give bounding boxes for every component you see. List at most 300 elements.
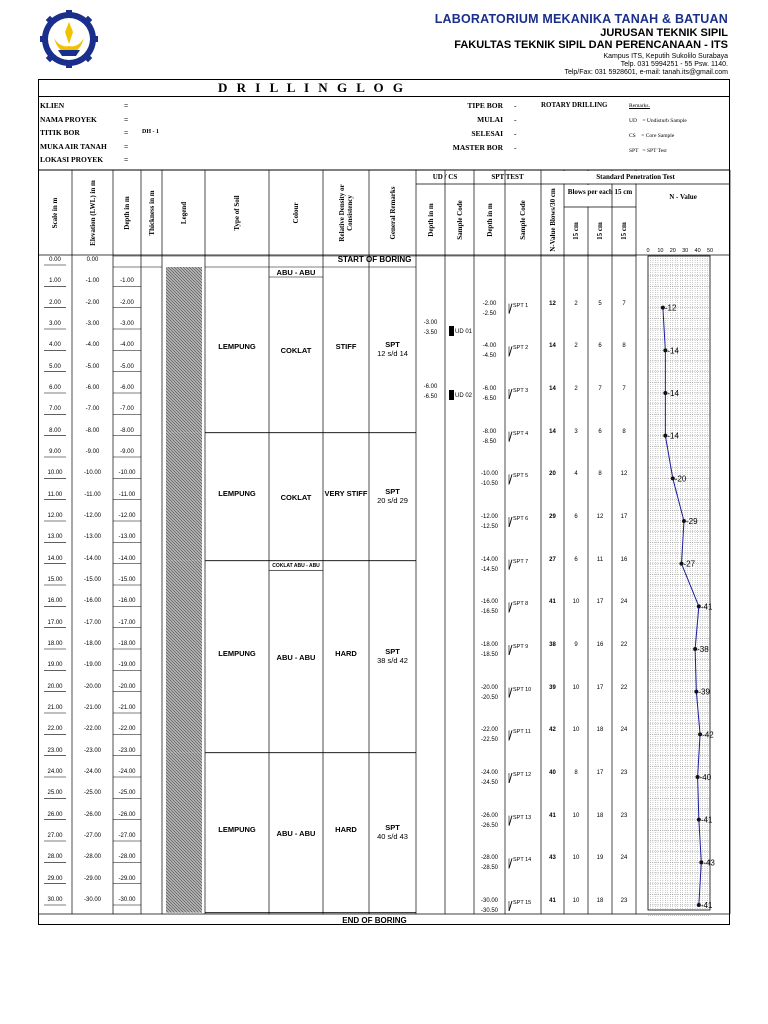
legend-hatch [166,753,202,913]
scale-value: 4.00 [49,342,61,349]
spt-blows-3: 22 [620,642,628,648]
spt-blows-1: 6 [574,514,578,520]
phone: Telp. 031 5994251 - 55 Psw. 1140. [620,61,728,68]
info-dash: - [514,101,517,110]
spt-n-value: 41 [549,898,556,904]
spt-blows-2: 18 [596,812,604,819]
remarks-item: UD = Undisturb Sample [629,118,687,124]
spt-blows-3: 7 [622,300,626,307]
log-title: D R I L L I N G L O G [218,80,406,95]
scale-value: 10.00 [47,470,63,477]
legend-hatch [166,267,202,433]
header-15cm-2: 15 cm [596,222,604,240]
depth-value: -5.00 [120,363,134,370]
ud-sample-marker [449,326,454,336]
spt-blows-2: 17 [596,770,604,776]
spt-blows-3: 8 [622,343,626,350]
scale-value: 6.00 [49,385,61,391]
spt-blows-2: 6 [598,428,602,435]
spt-blows-2: 16 [596,642,604,648]
ud-depth-top: -3.00 [423,320,438,326]
header-n-value-chart: N - Value [669,193,697,201]
spt-n-value: 14 [549,386,556,392]
spt-depth-bottom: -22.50 [480,737,498,744]
general-remarks: SPT [385,339,400,349]
info-label: MULAI [477,115,503,124]
header-ud-depth: Depth in m [426,202,435,237]
remarks-title: Remarks. [629,103,650,109]
scale-value: 22.00 [47,726,63,733]
faculty: FAKULTAS TEKNIK SIPIL DAN PERENCANAAN - ITS [454,39,728,51]
spt-blows-3: 24 [620,855,628,862]
spt-blows-3: 24 [620,599,628,606]
spt-depth-top: -16.00 [480,599,498,606]
spt-sample-code: SPT 9 [513,644,529,650]
n-value-label: -42 [702,730,714,740]
spt-blows-1: 4 [574,471,578,478]
info-value: ROTARY DRILLING [541,101,608,109]
general-remarks-range: 12 s/d 14 [377,348,408,358]
remarks-item: SPT = SPT Test [629,148,667,154]
depth-value: -23.00 [118,747,136,754]
elevation-value: -30.00 [83,897,101,903]
elevation-value: -24.00 [83,769,101,775]
spt-sample-code: SPT 3 [513,388,529,394]
elevation-value: -16.00 [83,598,101,605]
info-label: TITIK BOR [40,128,80,137]
elevation-value: -22.00 [83,726,101,733]
elevation-value: -10.00 [83,470,101,477]
info-label: KLIEN [40,101,65,110]
spt-sample-code: SPT 2 [513,345,529,352]
spt-n-value: 14 [549,428,556,435]
elevation-value: -11.00 [84,491,101,498]
start-of-boring: START OF BORING [337,255,412,264]
elevation-value: -29.00 [83,875,101,882]
spt-blows-2: 17 [596,684,604,691]
depth-value: -3.00 [120,321,134,327]
spt-depth-bottom: -4.50 [482,353,497,360]
scale-value: 30.00 [47,897,63,903]
scale-value: 25.00 [47,790,63,797]
n-value-label: -39 [698,687,710,697]
ud-depth-bottom: -6.50 [423,394,438,400]
spt-blows-3: 12 [620,471,628,478]
elevation-value: -9.00 [85,449,100,455]
header-15cm-1: 15 cm [572,222,580,240]
depth-value: -21.00 [118,705,136,711]
spt-depth-top: -4.00 [482,343,497,350]
depth-value: -6.00 [120,385,134,391]
soil-colour: COKLAT [280,345,312,355]
spt-blows-2: 19 [596,855,604,862]
info-equals: = [124,114,129,124]
header-soil-type: Type of Soil [233,194,241,231]
spt-depth-bottom: -2.50 [482,310,497,317]
spt-depth-bottom: -28.50 [480,865,498,872]
scale-value: 26.00 [47,811,63,818]
elevation-value: 0.00 [86,257,99,263]
spt-blows-1: 10 [572,898,580,904]
spt-depth-bottom: -20.50 [480,694,498,701]
elevation-value: -19.00 [83,662,101,669]
spt-blows-3: 24 [620,727,628,734]
scale-value: 2.00 [49,299,61,306]
colour-note: COKLAT ABU - ABU [272,562,320,569]
n-axis-tick-label: 10 [657,248,664,254]
end-of-boring: END OF BORING [342,916,407,925]
scale-value: 15.00 [47,577,63,583]
elevation-value: -3.00 [85,321,100,327]
soil-consistency: HARD [335,824,357,834]
spt-blows-1: 10 [572,727,580,734]
elevation-value: -28.00 [83,854,101,861]
scale-value: 11.00 [47,491,63,498]
soil-colour: ABU - ABU [276,828,316,838]
spt-depth-bottom: -10.50 [480,481,498,488]
scale-value: 21.00 [47,705,63,711]
depth-value: -11.00 [118,491,136,498]
spt-blows-2: 5 [598,300,602,307]
spt-depth-top: -12.00 [480,514,498,520]
info-equals: = [124,141,129,151]
spt-blows-1: 3 [574,428,578,435]
spt-blows-1: 2 [574,300,578,307]
elevation-value: -20.00 [83,683,101,690]
scale-value: 12.00 [47,513,63,519]
info-label: LOKASI PROYEK [40,155,104,164]
n-value-label: -20 [674,474,687,484]
general-remarks-range: 40 s/d 43 [377,831,408,841]
scale-value: 24.00 [47,769,63,775]
header-colour: Colour [292,202,300,223]
spt-sample-code: SPT 8 [513,601,529,608]
depth-value: -25.00 [118,790,136,797]
spt-blows-1: 9 [574,642,578,648]
spt-blows-2: 17 [596,599,604,606]
spt-depth-bottom: -16.50 [480,609,498,616]
elevation-value: -1.00 [85,278,100,285]
soil-colour: ABU - ABU [276,652,316,662]
spt-n-value: 41 [549,812,556,819]
n-value-label: -40 [699,773,712,782]
soil-colour: COKLAT [280,492,312,502]
scale-value: 18.00 [47,641,63,647]
soil-type: LEMPUNG [218,341,256,351]
scale-value: 7.00 [49,406,61,413]
spt-n-value: 43 [549,855,556,862]
elevation-value: -14.00 [83,555,101,562]
soil-type: LEMPUNG [218,824,256,834]
header-n-value: N-Value Blows/30 cm [548,187,557,252]
spt-n-value: 12 [549,300,556,307]
spt-blows-3: 22 [620,684,628,691]
spt-depth-bottom: -14.50 [480,566,498,573]
spt-blows-1: 8 [574,770,578,776]
info-label: MASTER BOR [452,143,503,152]
ud-depth-bottom: -3.50 [423,330,438,336]
header-spt-test: SPT TEST [491,173,524,181]
header-legend: Legend [179,201,188,224]
depth-value: -1.00 [120,278,134,285]
n-axis-tick-label: 40 [694,248,701,254]
spt-depth-top: -26.00 [480,812,498,819]
spt-depth-top: -10.00 [480,471,498,478]
spt-blows-1: 10 [572,599,580,606]
depth-value: -26.00 [118,811,136,818]
spt-depth-bottom: -30.50 [480,908,498,914]
general-remarks-range: 20 s/d 29 [377,495,408,505]
header-depth: Depth in m [123,195,131,230]
n-value-label: -14 [667,431,679,441]
n-axis-tick-label: 30 [682,248,689,254]
spt-sample-code: SPT 10 [513,686,532,693]
n-axis-tick-label: 0 [646,248,650,254]
spt-sample-code: SPT 6 [513,516,529,522]
n-value-label: -41 [700,901,713,910]
depth-value: -14.00 [118,555,136,562]
info-equals: = [124,155,129,164]
spt-depth-top: -2.00 [482,300,497,307]
soil-type: LEMPUNG [218,488,256,498]
n-value-label: -27 [683,559,696,569]
depth-value: -10.00 [118,470,136,477]
legend-hatch [166,561,202,753]
spt-depth-bottom: -8.50 [482,438,497,445]
info-label: NAMA PROYEK [40,114,97,124]
spt-depth-bottom: -6.50 [482,396,497,402]
depth-value: -20.00 [118,683,136,690]
spt-depth-top: -20.00 [480,684,498,691]
spt-blows-3: 23 [620,812,628,819]
scale-value: 19.00 [47,662,63,669]
header-ud-code: Sample Code [455,199,464,240]
spt-blows-1: 6 [574,556,578,563]
elevation-value: -25.00 [83,790,101,797]
spt-depth-top: -28.00 [480,855,498,862]
info-dash: - [514,115,517,124]
ud-sample-marker [449,390,454,400]
scale-value: 27.00 [47,833,63,839]
header-thickness: Thickness in m [147,189,156,236]
header-scale: Scale in m [51,197,59,228]
spt-depth-top: -24.00 [480,770,498,776]
depth-value: -8.00 [120,427,134,434]
n-value-label: -12 [664,303,677,313]
spt-sample-code: SPT 14 [513,857,532,864]
elevation-value: -6.00 [85,385,100,391]
elevation-value: -23.00 [83,747,101,754]
elevation-value: -18.00 [83,641,101,647]
header-blows-per-15cm: Blows per each 15 cm [567,188,633,196]
header-spt-code: Sample Code [519,199,527,240]
depth-value: -12.00 [118,513,136,519]
spt-n-value: 14 [549,343,556,350]
spt-depth-top: -30.00 [480,898,498,904]
soil-type: LEMPUNG [218,648,256,658]
depth-value: -28.00 [118,854,136,861]
spt-depth-bottom: -18.50 [480,652,498,658]
depth-value: -27.00 [118,833,136,839]
spt-sample-code: SPT 4 [513,430,529,437]
elevation-value: -4.00 [85,342,100,349]
lab-name: LABORATORIUM MEKANIKA TANAH & BATUAN [434,12,728,26]
spt-sample-code: SPT 7 [513,558,529,565]
spt-blows-2: 18 [596,898,604,904]
scale-value: 5.00 [49,363,61,370]
scale-value: 28.00 [47,854,63,861]
spt-blows-2: 18 [596,727,604,734]
header-15cm-3: 15 cm [620,222,628,240]
n-value-label: -41 [700,602,713,612]
spt-depth-top: -18.00 [480,642,498,648]
elevation-value: -21.00 [83,705,101,711]
spt-blows-2: 7 [598,386,602,392]
elevation-value: -27.00 [83,833,101,839]
scale-value: 16.00 [47,598,63,605]
spt-sample-code: SPT 5 [513,473,529,480]
info-equals: = [124,101,129,110]
scale-value: 17.00 [47,619,63,626]
info-dash: - [514,143,517,152]
header-elevation: Elevation (LWL) in m [88,179,97,246]
n-value-label: -38 [697,645,709,654]
spt-blows-2: 11 [596,556,604,563]
header-standard-penetration-test: Standard Penetration Test [596,173,675,181]
scale-value: 1.00 [49,278,61,285]
spt-sample-code: SPT 12 [513,772,532,778]
info-label: TIPE BOR [467,101,503,110]
spt-blows-1: 10 [572,684,580,691]
elevation-value: -26.00 [83,811,101,818]
ud-sample-code: UD 01 [455,329,473,335]
depth-value: -19.00 [118,662,136,669]
depth-value: -16.00 [118,598,136,605]
depth-value: -4.00 [120,342,134,349]
n-value-label: -14 [667,346,679,356]
scale-value: 23.00 [47,747,63,754]
info-value: DH - 1 [142,129,159,135]
info-label: SELESAI [471,129,503,138]
elevation-value: -8.00 [85,427,100,434]
spt-depth-top: -14.00 [480,556,498,563]
spt-depth-top: -22.00 [480,727,498,734]
n-chart-box [648,256,710,910]
spt-blows-3: 7 [622,386,626,392]
general-remarks: SPT [385,486,400,496]
spt-n-value: 29 [549,514,556,520]
depth-value: -13.00 [118,534,136,541]
spt-blows-1: 10 [572,855,580,862]
spt-blows-2: 8 [598,471,602,478]
info-label: MUKA AIR TANAH [40,141,107,151]
n-axis-tick-label: 20 [669,248,676,254]
header-spt-depth: Depth in m [485,202,494,237]
elevation-value: -12.00 [83,513,101,519]
depth-value: -30.00 [118,897,136,903]
soil-consistency: VERY STIFF [324,488,368,498]
scale-value: 8.00 [49,427,61,434]
elevation-value: -17.00 [83,619,101,626]
scale-value: 9.00 [49,449,61,455]
spt-blows-2: 6 [598,343,602,350]
depth-value: -7.00 [120,406,134,413]
n-value-label: -14 [667,389,679,398]
spt-depth-bottom: -26.50 [480,822,498,829]
header-ud-cs: UD / CS [432,173,458,181]
spt-blows-3: 23 [620,770,628,776]
spt-blows-3: 23 [620,898,628,904]
spt-sample-code: SPT 15 [513,900,532,906]
scale-value: 13.00 [47,534,63,541]
soil-consistency: HARD [335,648,357,658]
scale-value: 29.00 [47,875,63,882]
spt-depth-bottom: -12.50 [480,524,498,530]
general-remarks: SPT [385,646,400,656]
depth-value: -9.00 [120,449,134,455]
scale-value: 3.00 [49,321,61,327]
spt-n-value: 40 [549,770,556,776]
depth-value: -15.00 [118,577,136,583]
legend-hatch [166,433,202,561]
header-general-remarks: General Remarks [388,185,397,240]
depth-value: -18.00 [118,641,136,647]
elevation-value: -13.00 [83,534,101,541]
scale-value: 0.00 [49,257,61,263]
spt-blows-3: 16 [620,556,628,563]
spt-blows-1: 10 [572,812,580,819]
department: JURUSAN TEKNIK SIPIL [600,27,728,39]
soil-consistency: STIFF [335,341,357,351]
spt-sample-code: SPT 11 [513,729,531,736]
spt-depth-bottom: -24.50 [480,780,498,786]
spt-blows-2: 12 [596,514,604,520]
spt-depth-top: -8.00 [482,428,497,435]
remarks-item: CS = Core Sample [629,133,675,139]
spt-blows-3: 17 [620,514,628,520]
ud-depth-top: -6.00 [423,384,438,390]
n-value-label: -43 [703,858,715,868]
n-value-label: -41 [700,815,713,825]
spt-n-value: 20 [549,471,556,478]
elevation-value: -15.00 [83,577,101,583]
spt-n-value: 42 [549,727,556,734]
spt-blows-3: 8 [622,428,626,435]
spt-blows-1: 2 [574,343,578,350]
n-value-label: -29 [685,517,698,526]
info-dash: - [514,129,517,138]
elevation-value: -2.00 [85,299,100,306]
address: Kampus ITS, Keputih Sukolilo Surabaya [603,53,728,60]
spt-sample-code: SPT 13 [513,814,532,821]
depth-value: -2.00 [120,299,134,306]
fax-email: Telp/Fax: 031 5928601, e-mail: tanah.its@gmail.com [564,69,728,76]
scale-value: 20.00 [47,683,63,690]
depth-value: -22.00 [118,726,136,733]
depth-value: -17.00 [118,619,136,626]
elevation-value: -7.00 [85,406,100,413]
depth-value: -24.00 [118,769,136,775]
spt-n-value: 41 [549,599,556,606]
spt-n-value: 39 [549,684,556,691]
depth-value: -29.00 [118,875,136,882]
colour-note: ABU - ABU [276,268,316,277]
spt-n-value: 38 [549,642,556,648]
info-equals: = [124,128,129,137]
general-remarks: SPT [385,822,400,832]
spt-depth-top: -6.00 [482,386,497,392]
n-axis-tick-label: 50 [706,248,714,254]
